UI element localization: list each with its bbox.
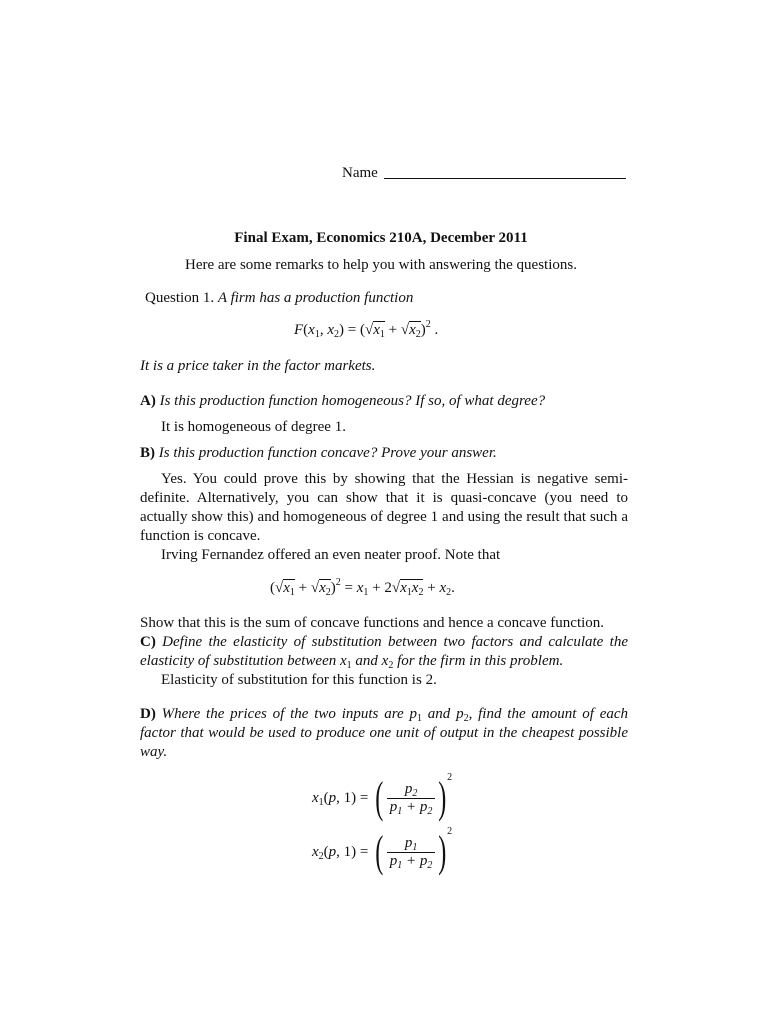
price-taker-text: It is a price taker in the factor markets. [140, 358, 376, 374]
question-1-label: Question 1. [145, 290, 215, 306]
name-blank-line [384, 178, 626, 179]
part-c-question: C) Define the elasticity of substitution between two factors and calculate the elasticity of substitution between $x_1$ and $x_2$ for the firm in this problem. [140, 634, 629, 671]
part-b-question [140, 444, 497, 463]
intro-text: Here are some remarks to help you with answering the questions. [185, 257, 577, 273]
production-function-equation: $F(x_1$, $x_2) = (√x_1 + √x_2)^2$ . [294, 319, 439, 340]
part-d-question: D) Where the prices of the two inputs are $p_1$ and $p_2$, find the amount of each factor that would be used to produce one unit of output in the cheapest possible way. [140, 706, 629, 760]
part-a-question [140, 392, 545, 411]
part-c-label: C) [140, 634, 156, 650]
part-b-answer-proof-intro: Irving Fernandez offered an even neater proof. Note that [161, 547, 501, 563]
question-1 [145, 289, 413, 308]
part-d-label: D) [140, 706, 156, 722]
part-b-label: B) [140, 445, 155, 461]
part-c-answer: Elasticity of substitution for this function is 2. [161, 672, 437, 688]
part-d-text-a: Where the prices of the two inputs are [161, 706, 404, 722]
part-a-answer: It is homogeneous of degree 1. [161, 419, 346, 435]
part-c-text-b: for the firm in this problem. [397, 653, 564, 669]
part-a-text: Is this production function homogeneous? If so, of what degree? [159, 393, 546, 409]
expansion-equation: $(√x_1 + √x_2)^2 = x_1 + 2√x_1x_2 + x_2$. [270, 577, 455, 598]
part-c-text-a: Define the elasticity of substitution between two factors and calculate the elasticity of substitution between [140, 634, 629, 669]
part-b-answer-paragraph: Yes. You could prove this by showing that the Hessian is negative semi-definite. Alternatively, you can show that it is quasi-concave (you need to actually show this) and homogeneous of degree 1 and using the result that such a function is concave. [140, 471, 628, 544]
exam-title: Final Exam, Economics 210A, December 2011 [234, 230, 528, 246]
question-1-prompt: A firm has a production function [217, 290, 414, 306]
part-d-text-b: find the amount of each factor that would be used to produce one unit of output in the cheapest possible way. [140, 706, 629, 760]
x1-demand-equation: $x_1(p$, 1) = ( $\frac{p_2}{p_1 + p_2}$ ) 2 [312, 772, 453, 822]
name-label: Name [342, 165, 378, 181]
part-b-text: Is this production function concave? Prove your answer. [158, 445, 497, 461]
part-a-label: A) [140, 393, 156, 409]
x2-demand-equation: $x_2(p$, 1) = ( $\frac{p_1}{p_1 + p_2}$ ) 2 [312, 826, 453, 876]
part-b-conclusion: Show that this is the sum of concave functions and hence a concave function. [140, 615, 605, 631]
